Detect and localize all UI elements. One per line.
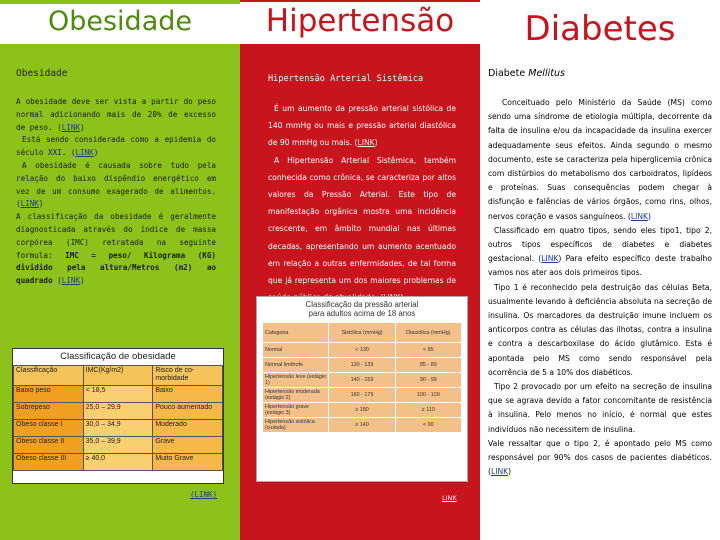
table-row	[14, 386, 223, 403]
table-row	[263, 388, 462, 403]
table-row	[263, 358, 462, 373]
diabetes-p1: Conceituado pelo Ministério da Saúde (MS) como sendo uma síndrome de etiologia múltipla, decorrente da falta de insulina e/ou da incapacidade da insulina exercer adequadamente seus efeitos. Ainda segundo o mesmo documento, este se caracteriza pela hiperglicemia crônica com distúrbios do metabolismo dos carboidratos, lipídeos e proteínas. Suas consequências podem chegar à disfunção e falências de vários órgãos, como rins, olhos, nervos coração e vasos sanguíneos.	[488, 98, 712, 221]
diabetes-link-3[interactable]: LINK	[490, 467, 509, 477]
table-header-cell: Diastólica (mmHg)	[395, 323, 461, 343]
obesity-p2: Está sendo considerada como a epidemia do século XXI.	[16, 135, 216, 158]
table-cell: 25,0 – 29,9	[83, 403, 153, 420]
hypertension-text: É um aumento da pressão arterial sistólica de 140 mmHg ou mais e pressão arterial diastólica de 90 mmHg ou mais. (LINK) A Hipertensão Arterial Sistêmica, também conhecida como crônica, se caracteriza por altos valores da Pressão Arterial. Este tipo de manifestação orgânica mostra uma incidência crescente, em âmbito mundial nas últimas decadas, apresentando um aumento acentuado em relação a outras enfermidades, de tal forma que já representa um dos maiores problemas de	[268, 100, 456, 306]
diabetes-title: Diabetes	[524, 9, 676, 49]
table-row	[263, 343, 462, 358]
table-cell: Obeso classe I	[14, 420, 84, 437]
diabetes-heading-italic: Mellitus	[528, 68, 565, 79]
table-cell: 90 - 99	[395, 373, 461, 388]
table-row	[14, 420, 223, 437]
bp-table-grid	[262, 322, 462, 433]
table-cell: 35,0 – 39,9	[83, 437, 153, 454]
table-cell: ≥ 110	[395, 403, 461, 418]
table-header-row	[14, 366, 223, 386]
table-cell: Muito Grave	[153, 454, 223, 471]
hypertension-link-1[interactable]: LINK	[357, 138, 375, 148]
obesity-p4: A classificação da obesidade é geralmente diagnosticada através do índice de massa corpórea (IMC) retratada na seguinte formula:	[16, 212, 216, 260]
table-cell: < 85	[395, 343, 461, 358]
table-cell: ≥ 40,0	[83, 454, 153, 471]
table-cell: Moderado	[153, 420, 223, 437]
hypertension-title: Hipertensão	[240, 2, 480, 44]
table-row	[263, 403, 462, 418]
table-row	[14, 403, 223, 420]
obesity-link-2[interactable]: LINK	[75, 148, 94, 158]
bp-table-link[interactable]: LINK	[442, 494, 457, 502]
obesity-table-title: Classificação de obesidade	[60, 351, 176, 362]
diabetes-p3: Tipo 1 é reconhecido pela destruição das células Beta, usualmente levando à deficiência absoluta na secreção de insulina. Os marcadores da destruição imune incluem os anticorpos contra as células das ilhotas, contra a insulina e contra a descarboxilase do ácido glutâmico. Esta é apontada pelo MS como sendo responsável pela ocorrência de 5 a 10% dos diabéticos.	[488, 282, 712, 377]
table-cell: Grave	[153, 437, 223, 454]
diabetes-p4: Tipo 2 provocado por um efeito na secreção de insulina que se agrava devido a fator concomitante de resistência à insulina. Pelo menos no início, é normal que estes indivíduos não necessitem de insulina.	[488, 382, 712, 434]
table-row	[14, 437, 223, 454]
table-cell: 130 - 139	[329, 358, 395, 373]
table-cell: Sobrepeso	[14, 403, 84, 420]
bp-table-title-line-1: Classificação da pressão arterial	[305, 300, 419, 309]
diabetes-heading-prefix: Diabete	[488, 68, 526, 79]
diabetes-p5: Vale ressaltar que o tipo 2, é apontado pelo MS como responsável por 90% dos casos de pacientes diabéticos.	[488, 438, 712, 463]
table-cell: < 90	[395, 418, 461, 433]
obesity-p3: A obesidade é causada sobre tudo pela relação do baixo dispêndio energético em vez de um consumo exagerado de alimentos.	[16, 160, 216, 196]
obesity-title: Obesidade	[0, 4, 240, 44]
blood-pressure-table	[256, 296, 468, 482]
hypertension-p2: A Hipertensão Arterial Sistêmica, também conhecida como crônica, se caracteriza por altos valores da Pressão Arterial. Este tipo de manifestação orgânica mostra uma incidência crescente, em âmbito mundial nas últimas decadas, apresentando um aumento acentuado em relação a outras enfermidades, de tal forma que já representa um dos maiores problemas de	[268, 155, 456, 286]
obesity-link-1[interactable]: LINK	[61, 122, 81, 132]
table-header-cell: IMC(Kg/m2)	[83, 366, 153, 386]
bmi-formula: IMC = peso/ Kilograma (KG) dividido pela altura/Metros (m2) ao quadrado	[16, 250, 216, 286]
diabetes-heading	[488, 68, 565, 79]
table-cell: Pouco aumentado	[153, 403, 223, 420]
table-cell: 140 - 159	[329, 373, 395, 388]
table-cell: 85 - 89	[395, 358, 461, 373]
table-cell: ≥ 180	[329, 403, 395, 418]
obesity-heading: Obesidade	[16, 68, 68, 79]
obesity-p1: A obesidade deve ser vista a partir do peso normal adicionando mais de 20% de excesso de peso.	[16, 97, 216, 132]
table-cell: Normal	[263, 343, 329, 358]
obesity-link-3[interactable]: LINK	[20, 199, 39, 209]
diabetes-p2: Classificado em quatro tipos, sendo eles tipo1, tipo 2, outros tipos específicos de diabetes e diabetes gestacional.	[488, 225, 712, 264]
table-cell: 100 - 109	[395, 388, 461, 403]
obesity-table-grid	[13, 365, 223, 471]
table-header-row	[263, 323, 462, 343]
table-cell: Baixo	[153, 386, 223, 403]
table-cell: < 18,5	[83, 386, 153, 403]
diabetes-link-1[interactable]: LINK	[630, 211, 649, 221]
table-header-cell: Categoria	[263, 323, 329, 343]
table-cell: < 130	[329, 343, 395, 358]
table-cell: Obeso classe III	[14, 454, 84, 471]
table-row	[263, 418, 462, 433]
table-header-cell: Risco de co-morbidade	[153, 366, 223, 386]
obesity-text: A obesidade deve ser vista a partir do peso normal adicionando mais de 20% de excesso de peso. (LINK) Está sendo considerada como a epidemia do século XXI. (LINK) A obesidade é causada sobre tudo pela relação do baixo dispêndio energético em vez de um consumo exagerado de alimentos. (LINK) A classificação da obesidade é geralmente diagnosticada através do índice de massa corpórea (IMC) retratada na seguinte formula: IMC = peso/ Kilograma (KG) dividido pela altura/Metros (m2) ao quadrado (LINK)	[16, 97, 216, 286]
obesity-table-link-text[interactable]: LINK	[194, 490, 213, 499]
table-header-cell: Classificação	[14, 366, 84, 386]
table-cell: Hipertensão leve (estágio 1)	[263, 373, 329, 388]
table-cell: Hipertensão sistólica (isolada)	[263, 418, 329, 433]
table-cell: Hipertensão grave (estágio 3)	[263, 403, 329, 418]
diabetes-text: Conceituado pelo Ministério da Saúde (MS) como sendo uma síndrome de etiologia múltipla, decorrente da falta de insulina e/ou da incapacidade da insulina exercer adequadamente seus efeitos. Ainda segundo o mesmo documento, este se caracteriza pela hiperglicemia crônica com distúrbios do metabolismo dos carboidratos, lipídeos e proteínas. Suas consequências podem chegar à disfunção e falências de vários órgãos, como rins, olhos, nervos coração e vasos sanguíneos. (LINK) Classificado em quatro tipos, sendo eles tipo1, tipo 2, outros tipos específicos de diabetes e diabetes gestacional. (LINK) Para efeito específico deste trabalho vamos nos ater aos dois primeiros tipos. Tipo 1 é reconhecido pela destruição das células Beta, usualmente levando à deficiência absoluta na secreção de insulina. Os marcadores da destruição imune incluem os anticorpos contra as células das ilhotas, contra a insulina e contra a descarboxilase do ácido glutâmico. Esta é apontada pelo MS como sendo responsável pela ocorrência de 5 a 10% dos diabéticos. Tipo 2 provocado por um efeito na secreção de insulina que se agrava devido a fator concomitante de resistência à insulina. Pelo menos no início, é normal que estes indivíduos não necessitem de insulina. Vale ressaltar que o tipo 2, é apontado pelo MS como responsável por 90% dos casos de pacientes diabéticos. (LINK)	[488, 98, 712, 477]
table-cell: Hipertensão moderada (estágio 2)	[263, 388, 329, 403]
diabetes-link-2[interactable]: LINK	[541, 254, 559, 264]
obesity-table-link[interactable]: (LINK)	[190, 490, 218, 499]
table-cell: 160 - 179	[329, 388, 395, 403]
diabetes-p2b: Para efeito específico deste trabalho vamos nos ater aos dois primeiros tipos.	[488, 254, 712, 278]
obesity-link-4[interactable]: LINK	[61, 276, 81, 286]
bp-table-title-line-2: para adultos acima de 18 anos	[308, 309, 416, 318]
table-cell: Obeso classe II	[14, 437, 84, 454]
table-cell: Normal limítrofe	[263, 358, 329, 373]
table-row	[14, 454, 223, 471]
hypertension-p1: É um aumento da pressão arterial sistólica de 140 mmHg ou mais e pressão arterial diastólica de 90 mmHg ou mais.	[268, 104, 456, 148]
table-header-cell: Sistólica (mmHg)	[329, 323, 395, 343]
table-cell: Baixo peso	[14, 386, 84, 403]
hypertension-heading: Hipertensão Arterial Sistêmica	[268, 74, 424, 84]
bp-table-title	[257, 297, 467, 318]
table-row	[263, 373, 462, 388]
table-cell: ≥ 140	[329, 418, 395, 433]
obesity-classification-table	[12, 348, 224, 484]
table-cell: 30,0 – 34,9	[83, 420, 153, 437]
